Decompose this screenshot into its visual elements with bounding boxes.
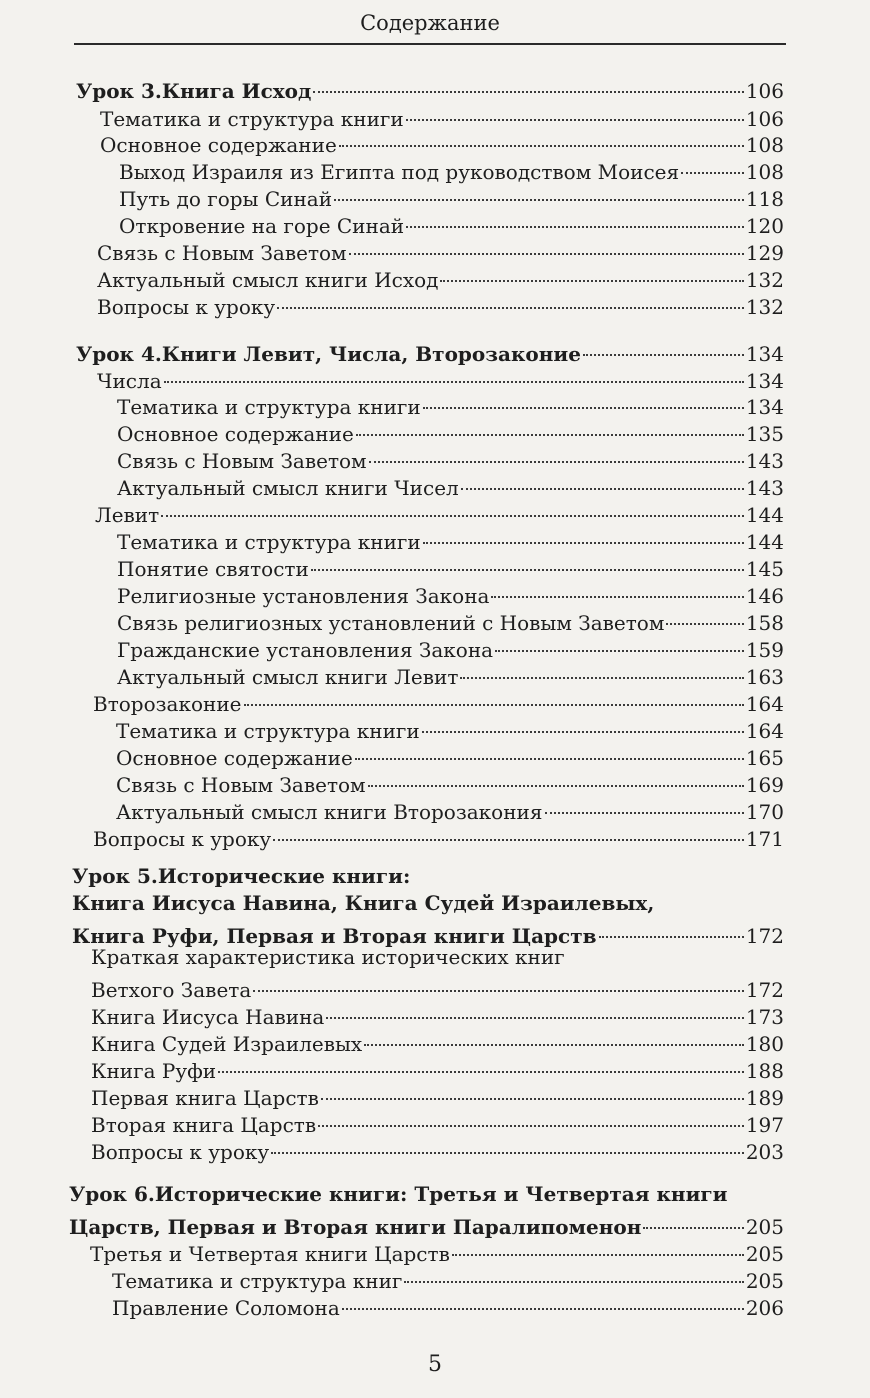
dot-leader <box>369 437 744 463</box>
toc-entry-title: Гражданские установления Закона <box>117 638 494 662</box>
toc-entry-title: Ветхого Завета <box>91 978 252 1002</box>
toc-page-number: 169 <box>745 773 784 797</box>
toc-page-number: 134 <box>745 342 784 366</box>
dot-leader <box>244 680 744 706</box>
dot-leader <box>404 1257 743 1283</box>
toc-entry-title: Правление Соломона <box>112 1296 340 1320</box>
dot-leader <box>161 491 744 517</box>
dot-leader <box>253 966 744 992</box>
dot-leader <box>164 357 744 383</box>
toc-page-number: 106 <box>745 107 784 131</box>
toc-page-number: 143 <box>745 476 784 500</box>
dot-leader <box>583 330 744 356</box>
dot-leader <box>423 383 744 409</box>
toc-page-number: 118 <box>745 187 784 211</box>
toc-page-number: 172 <box>745 924 784 948</box>
dot-leader <box>681 148 744 174</box>
toc-page-number: 173 <box>745 1005 784 1029</box>
toc-entry-title: Второзаконие <box>93 692 242 716</box>
running-header: Содержание <box>360 11 500 35</box>
dot-leader <box>666 599 743 625</box>
dot-leader <box>356 410 744 436</box>
dot-leader <box>313 67 743 93</box>
toc-entry-title: Третья и Четвертая книги Царств <box>90 1242 450 1266</box>
toc-page-number: 164 <box>745 719 784 743</box>
dot-leader <box>349 229 744 255</box>
toc-lesson-6-title-line-1: Урок 6.Исторические книги: Третья и Четвертая книги <box>69 1182 728 1206</box>
toc-entry-title: Религиозные установления Закона <box>117 584 490 608</box>
toc-page-number: 146 <box>745 584 784 608</box>
toc-entry-title: Книга Судей Израилевых <box>91 1032 363 1056</box>
toc-entry[interactable] <box>97 288 784 320</box>
toc-entry-title: Основное содержание <box>116 746 353 770</box>
toc-page-number: 129 <box>745 241 784 265</box>
toc-entry[interactable] <box>112 1289 784 1321</box>
toc-entry-title: Вопросы к уроку <box>97 295 276 319</box>
toc-page-number: 203 <box>745 1140 784 1164</box>
toc-entry-title: Вопросы к уроку <box>91 1140 270 1164</box>
toc-entry-title: Первая книга Царств <box>91 1086 319 1110</box>
toc-page-number: 188 <box>745 1059 784 1083</box>
toc-page-number: 159 <box>745 638 784 662</box>
dot-leader <box>406 95 744 121</box>
toc-entry-title: Краткая характеристика исторических книг <box>91 945 565 969</box>
toc-entry-title: Вопросы к уроку <box>93 827 272 851</box>
toc-page-number: 165 <box>745 746 784 770</box>
toc-entry-title: Связь с Новым Заветом <box>116 773 366 797</box>
toc-page-number: 170 <box>745 800 784 824</box>
toc-entry-title: Актуальный смысл книги Левит <box>117 665 459 689</box>
dot-leader <box>491 572 743 598</box>
toc-page-number: 132 <box>745 268 784 292</box>
toc-page-number: 171 <box>745 827 784 851</box>
toc-entry-title: Путь до горы Синай <box>119 187 333 211</box>
toc-page-number: 134 <box>745 395 784 419</box>
toc-page-number: 135 <box>745 422 784 446</box>
dot-leader <box>271 1128 744 1154</box>
toc-page-number: 206 <box>745 1296 784 1320</box>
toc-entry-title: Левит <box>95 503 160 527</box>
toc-page-number: 134 <box>745 369 784 393</box>
toc-page-number: 145 <box>745 557 784 581</box>
page-number: 5 <box>428 1352 442 1377</box>
dot-leader <box>460 653 743 679</box>
toc-entry-title: Связь религиозных установлений с Новым Заветом <box>117 611 665 635</box>
toc-entry[interactable] <box>93 820 784 852</box>
dot-leader <box>423 518 744 544</box>
toc-entry-title: Основное содержание <box>100 133 337 157</box>
toc-entry-title: Актуальный смысл книги Чисел <box>117 476 459 500</box>
dot-leader <box>339 121 744 147</box>
toc-entry-title: Связь с Новым Заветом <box>117 449 367 473</box>
dot-leader <box>422 707 744 733</box>
toc-entry-title: Тематика и структура книги <box>100 107 404 131</box>
toc-page-number: 180 <box>745 1032 784 1056</box>
header-divider <box>74 43 786 45</box>
dot-leader <box>452 1230 744 1256</box>
toc-page-number: 144 <box>745 503 784 527</box>
toc-entry-title: Книга Иисуса Навина <box>91 1005 325 1029</box>
toc-page-number: 163 <box>745 665 784 689</box>
toc-entry-title: Выход Израиля из Египта под руководством Моисея <box>119 160 680 184</box>
dot-leader <box>277 283 744 309</box>
toc-entry-title: Тематика и структура книги <box>116 719 420 743</box>
toc-page-number: 189 <box>745 1086 784 1110</box>
dot-leader <box>643 1203 743 1229</box>
toc-page-number: 205 <box>745 1242 784 1266</box>
toc-entry-title: Актуальный смысл книги Исход <box>97 268 439 292</box>
toc-page-number: 197 <box>745 1113 784 1137</box>
dot-leader <box>364 1020 744 1046</box>
toc-entry-title: Числа <box>97 369 162 393</box>
toc-entry[interactable] <box>91 1133 784 1165</box>
dot-leader <box>545 788 744 814</box>
toc-entry-title: Понятие святости <box>117 557 309 581</box>
dot-leader <box>326 993 743 1019</box>
dot-leader <box>311 545 744 571</box>
toc-page-number: 144 <box>745 530 784 554</box>
dot-leader <box>461 464 744 490</box>
toc-entry-title: Царств, Первая и Вторая книги Паралипоменон <box>69 1215 642 1239</box>
toc-page-number: 108 <box>745 160 784 184</box>
toc-lesson-5-title-line-1: Урок 5.Исторические книги: <box>72 864 411 888</box>
dot-leader <box>368 761 744 787</box>
toc-entry-title: Актуальный смысл книги Второзакония <box>116 800 543 824</box>
toc-entry-title: Тематика и структура книги <box>117 530 421 554</box>
toc-entry-title: Книга Руфи, Первая и Вторая книги Царств <box>72 924 597 948</box>
toc-entry-title: Урок 3.Книга Исход <box>76 79 312 103</box>
toc-page-number: 158 <box>745 611 784 635</box>
dot-leader <box>355 734 744 760</box>
toc-entry-title: Тематика и структура книг <box>112 1269 403 1293</box>
dot-leader <box>342 1284 744 1310</box>
dot-leader <box>318 1101 744 1127</box>
toc-entry-title: Тематика и структура книги <box>117 395 421 419</box>
toc-page-number: 164 <box>745 692 784 716</box>
dot-leader <box>334 175 744 201</box>
toc-page-number: 205 <box>745 1215 784 1239</box>
toc-page-number: 143 <box>745 449 784 473</box>
toc-entry-title: Вторая книга Царств <box>91 1113 317 1137</box>
toc-page-number: 205 <box>745 1269 784 1293</box>
dot-leader <box>440 256 743 282</box>
dot-leader <box>218 1047 744 1073</box>
dot-leader <box>321 1074 744 1100</box>
toc-entry-title: Урок 4.Книги Левит, Числа, Второзаконие <box>76 342 581 366</box>
toc-entry-title: Откровение на горе Синай <box>119 214 405 238</box>
toc-entry-title: Основное содержание <box>117 422 354 446</box>
toc-page-number: 108 <box>745 133 784 157</box>
toc-page-number: 106 <box>745 79 784 103</box>
toc-entry-title: Книга Руфи <box>91 1059 217 1083</box>
dot-leader <box>406 202 744 228</box>
toc-page-number: 132 <box>745 295 784 319</box>
dot-leader <box>599 912 744 938</box>
dot-leader <box>273 815 744 841</box>
dot-leader <box>495 626 744 652</box>
toc-entry-title: Связь с Новым Заветом <box>97 241 347 265</box>
toc-lesson-5-title-line-2: Книга Иисуса Навина, Книга Судей Израилевых, <box>72 891 655 915</box>
toc-page-number: 120 <box>745 214 784 238</box>
toc-page-number: 172 <box>745 978 784 1002</box>
